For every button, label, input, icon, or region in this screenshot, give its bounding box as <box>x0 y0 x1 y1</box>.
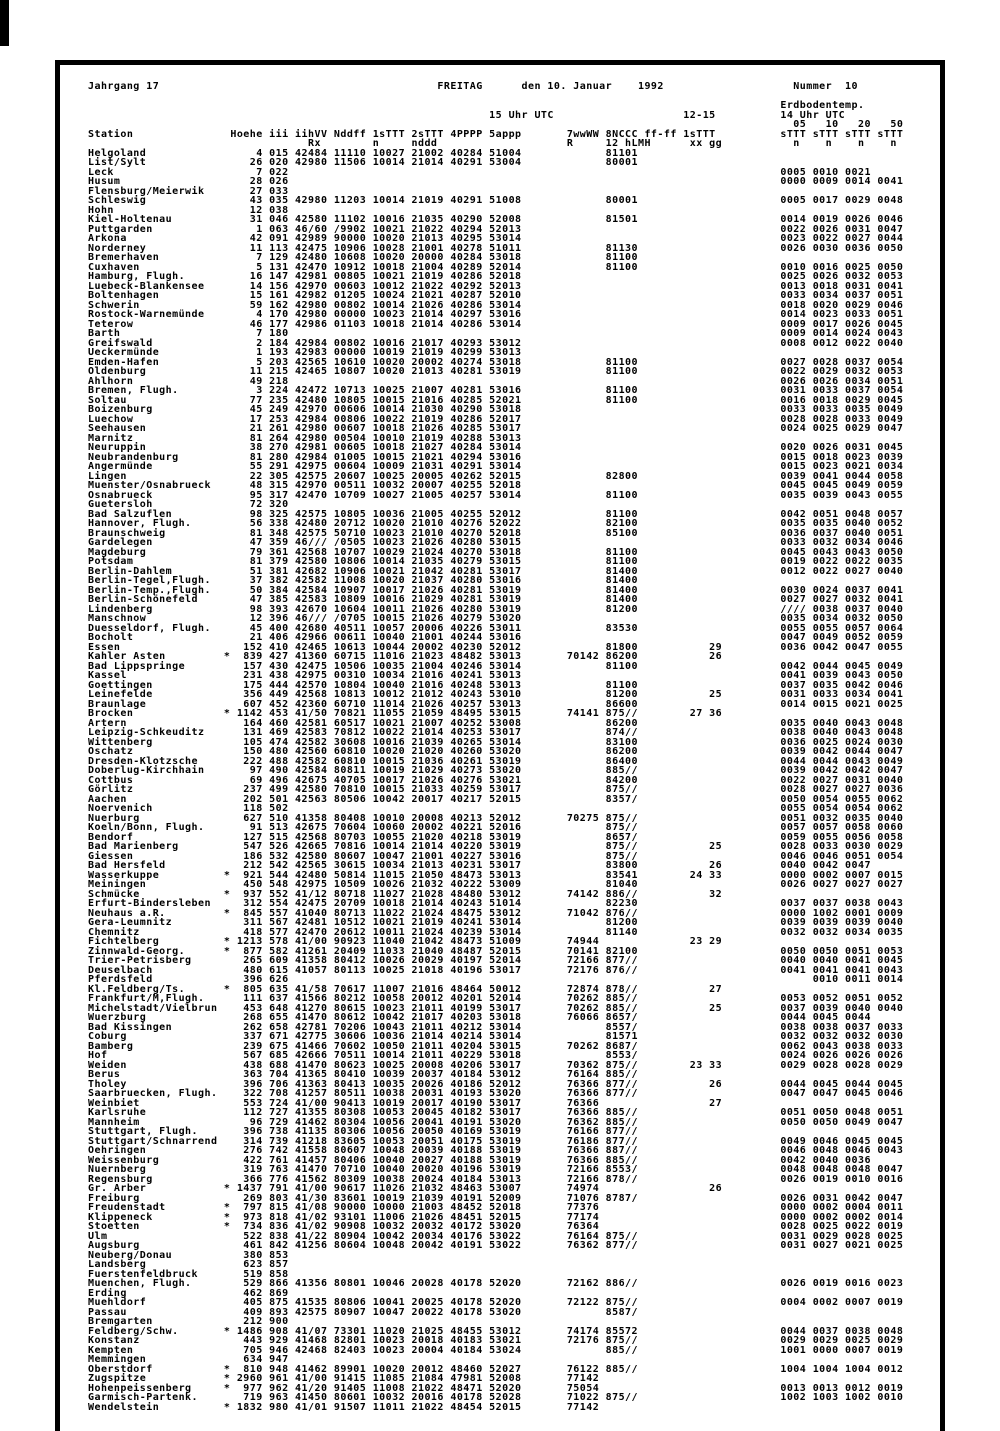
station-row: Potsdam 81 379 42580 10806 10014 21035 40279 53015 81100 0019 0022 0022 0035 <box>88 556 904 567</box>
station-row: Ueckermünde 1 193 42983 00000 10019 21019 40299 53013 <box>88 347 522 358</box>
station-row: Garmisch-Partenk. 719 963 41450 80601 10032 20016 40178 52028 71022 875// 1002 1003 1002 0010 <box>88 1392 904 1403</box>
station-row: Görlitz 237 499 42580 70810 10015 21033 40259 53017 875// 0028 0027 0027 0036 <box>88 784 904 795</box>
station-row: Doberlug-Kirchhain 97 490 42584 80811 10019 21029 40273 53020 885// 0039 0042 0042 0047 <box>88 765 904 776</box>
station-row: Artern 164 460 42581 60517 10021 21007 40252 53008 86200 0035 0040 0043 0048 <box>88 717 904 729</box>
station-row: Brocken * 1142 453 41/50 70821 11055 21059 48495 53015 74141 875// 27 36 <box>88 708 723 719</box>
station-row: Bad Marienberg 547 526 42665 70816 10014 21014 40220 53019 875// 25 0028 0033 0030 0029 <box>88 841 904 852</box>
station-row: Weinbiet 553 724 41/00 90413 10019 20017 40190 53017 76366 27 <box>88 1097 723 1109</box>
station-row: Marnitz 81 264 42980 00504 10010 21019 40288 53013 <box>88 432 522 444</box>
station-row: Bendorf 127 515 42568 80703 10055 21020 40218 53019 8657/ 0059 0055 0056 0058 <box>88 831 904 843</box>
station-row: Konstanz 443 929 41468 82801 10023 20018 40183 53021 72176 875// 0029 0029 0025 0029 <box>88 1335 904 1346</box>
station-row: Leinefelde 356 449 42568 10813 10012 21012 40243 53010 81200 25 0031 0033 0034 0041 <box>88 689 904 700</box>
station-row: Husum 28 026 0000 0009 0014 0041 <box>88 176 904 187</box>
station-row: Giessen 186 532 42580 80607 10047 21001 40227 53016 875// 0046 0046 0051 0054 <box>88 850 904 862</box>
station-row: Lindenberg 98 393 42670 10604 10011 21026 40280 53019 81200 //// 0038 0037 0040 <box>88 603 904 615</box>
report-title-line: Jahrgang 17 FREITAG den 10. Januar 1992 Nummer 10 <box>88 81 858 92</box>
station-row: Bocholt 21 406 42966 00611 10040 21001 40244 53016 0047 0049 0052 0059 <box>88 632 904 643</box>
station-row: Saarbruecken, Flugh. 322 708 41257 80511 10038 20031 40193 53020 76366 877// 0047 0047 0045 0046 <box>88 1088 904 1099</box>
station-row: Weissenburg 422 761 41457 80406 10040 20027 40188 53019 76366 885// 0042 0040 0036 <box>88 1154 871 1166</box>
station-row: Kahler Asten * 839 427 41360 60715 11016 21023 48482 53013 70142 86200 26 <box>88 651 723 662</box>
station-row: Luebeck-Blankensee 14 156 42970 00603 10012 21022 40292 52013 0013 0018 0031 0041 <box>88 280 904 292</box>
station-row: Trier-Petrisberg 265 609 41358 80412 10026 20029 40197 52014 72166 877// 0040 0040 0041 0045 <box>88 955 904 966</box>
station-row: Passau 409 893 42575 80907 10047 20022 40178 53020 8587/ <box>88 1306 638 1318</box>
station-row: Bamberg 239 675 41466 70602 10050 21011 40204 53015 70262 8687/ 0062 0043 0038 0033 <box>88 1040 904 1052</box>
station-row: Neuruppin 38 270 42981 00605 10018 21027 40284 53014 0020 0026 0031 0045 <box>88 442 904 453</box>
station-row: Zinnwald-Georg. * 877 582 41261 20409 11033 21040 48487 52015 70141 82100 0050 0050 0051 0053 <box>88 945 904 957</box>
station-row: Nuerburg 627 510 41358 80408 10010 20008 40213 52012 70275 875// 0051 0032 0035 0040 <box>88 812 904 824</box>
station-row: List/Sylt 26 020 42980 11506 10014 21014 40291 53004 80001 <box>88 157 638 168</box>
station-row: Berlin-Tegel,Flugh. 37 382 42582 11008 10020 21037 40280 53016 81400 <box>88 575 638 586</box>
station-row: Bad Salzuflen 98 325 42575 10805 10036 21005 40255 52012 81100 0042 0051 0048 0057 <box>88 508 904 520</box>
station-row: Fichtelberg * 1213 578 41/00 90923 11040 21042 48473 51009 74944 23 29 <box>88 936 723 947</box>
station-row: Bremerhaven 7 129 42480 10608 10020 20000 40284 53018 81100 <box>88 252 638 263</box>
station-row: Augsburg 461 842 41256 80604 10048 20042 40191 53022 76362 877// 0031 0027 0021 0025 <box>88 1240 904 1251</box>
station-row: Pferdsfeld 396 626 0010 0011 0014 <box>88 974 904 985</box>
station-row: Neuberg/Donau 380 853 <box>88 1249 289 1261</box>
station-row: Hof 567 685 42666 70511 10014 21011 40229 53018 8553/ 0024 0026 0026 0026 <box>88 1050 904 1061</box>
station-row: Emden-Hafen 5 203 42565 10610 10020 20002 40274 53018 81100 0027 0028 0037 0054 <box>88 356 904 368</box>
station-row: Kassel 231 438 42975 00310 10034 21016 40241 53013 0041 0039 0043 0050 <box>88 670 904 681</box>
station-row: Freiburg 269 803 41/30 83601 10019 21039 40191 52009 71076 8787/ 0026 0031 0042 0047 <box>88 1192 904 1204</box>
station-row: Neubrandenburg 81 280 42984 01005 10015 21021 40294 53016 0015 0018 0023 0039 <box>88 451 904 463</box>
station-row: Rostock-Warnemünde 4 170 42980 00000 10023 21014 40297 53016 0014 0023 0033 0051 <box>88 309 904 320</box>
station-row: Hohenpeissenberg * 977 962 41/20 91405 11008 21022 48471 52020 75054 0013 0013 0012 0019 <box>88 1382 904 1394</box>
station-row: Wendelstein * 1832 980 41/01 91507 11011 21022 48454 52015 77142 <box>88 1401 600 1413</box>
station-row: Chemnitz 418 577 42470 20612 10011 21024 40239 53014 81140 0032 0032 0034 0035 <box>88 926 904 938</box>
station-row: Schmücke * 937 552 41/12 80718 11027 21028 48480 53012 74142 886// 32 <box>88 888 723 900</box>
station-row: Frankfurt/M,Flugh. 111 637 41566 80212 10058 20012 40201 52014 70262 885// 0053 0052 0051 0052 <box>88 993 904 1004</box>
station-row: Manschnow 12 396 46/// /0705 10015 21026 40279 53020 0035 0034 0032 0050 <box>88 613 904 624</box>
station-row: Hohn 12 038 <box>88 204 289 216</box>
station-row: Schwerin 59 162 42980 00802 10014 21026 40286 53014 0018 0020 0029 0046 <box>88 299 904 311</box>
station-row: Goettingen 175 444 42570 10804 10040 21016 40248 53013 81100 0037 0035 0042 0046 <box>88 679 904 691</box>
station-row: Wittenberg 105 474 42582 30608 10016 21039 40265 53014 83100 0036 0025 0024 0030 <box>88 736 904 748</box>
station-row: Ulm 522 838 41/22 80904 10042 20034 40176 53022 76164 875// 0031 0029 0028 0025 <box>88 1230 904 1242</box>
station-row: Bad Hersfeld 212 542 42565 30615 10034 21013 40231 53017 83800 26 0040 0042 0047 <box>88 860 871 871</box>
station-row: Boltenhagen 15 161 42982 01205 10024 21021 40287 52010 0033 0034 0037 0051 <box>88 290 904 301</box>
station-row: Ahlhorn 49 218 0026 0026 0034 0051 <box>88 375 904 387</box>
weather-report-table <box>88 82 903 1412</box>
station-row: Deuselbach 480 615 41057 80113 10025 21018 40196 53017 72176 876// 0041 0041 0041 0043 <box>88 964 904 976</box>
station-row: Klippeneck * 973 818 41/02 93101 11006 21026 48451 52015 77174 0000 0002 0002 0014 <box>88 1211 904 1223</box>
station-row: Michelstadt/Vielbrun 453 648 41270 80615 10023 21011 40199 53017 70262 885// 25 0037 0039 0040 0040 <box>88 1002 904 1014</box>
station-row: Arkona 42 091 42989 90000 10020 21013 40295 53014 0023 0022 0027 0044 <box>88 233 904 244</box>
station-row: Stuttgart, Flugh. 396 738 41135 80306 10056 20050 40169 53019 76166 877// <box>88 1126 638 1137</box>
station-row: Angermünde 55 291 42975 00604 10009 21031 40291 53014 0015 0023 0021 0034 <box>88 461 904 472</box>
station-row: Dresden-Klotzsche 222 488 42582 60810 10015 21036 40261 53019 86400 0044 0044 0043 0049 <box>88 755 904 767</box>
station-row: Aachen 202 501 42563 80506 10042 20017 40217 52015 8357/ 0050 0054 0055 0062 <box>88 793 904 805</box>
station-row: Gardelegen 47 359 46/// /0505 10023 21026 40280 53015 0033 0032 0034 0046 <box>88 537 904 548</box>
station-row: Stoetten * 734 836 41/02 90908 10032 20032 40172 53020 76364 0028 0025 0022 0019 <box>88 1221 904 1232</box>
station-row: Karlsruhe 112 727 41355 80308 10053 20045 40182 53017 76366 885// 0051 0050 0048 0051 <box>88 1107 904 1118</box>
station-row: Fuerstenfeldbruck 519 858 <box>88 1268 289 1280</box>
station-row: Erding 462 869 <box>88 1287 289 1299</box>
station-row: Hannover, Flugh. 56 338 42480 20712 10020 21010 40276 52022 82100 0035 0035 0040 0052 <box>88 518 904 529</box>
station-row: Osnabrueck 95 317 42470 10709 10027 21005 40257 53014 81100 0035 0039 0043 0055 <box>88 489 904 501</box>
station-row: Cuxhaven 5 131 42470 10912 10018 21004 40289 52014 81100 0010 0016 0025 0050 <box>88 261 904 273</box>
station-row: Bad Lippspringe 157 430 42475 10506 10035 21004 40246 53014 81100 0042 0044 0045 0049 <box>88 660 904 672</box>
station-row: Helgoland 4 015 42484 11110 10027 21002 40284 51004 81101 <box>88 147 638 159</box>
station-row: Muenchen, Flugh. 529 866 41356 80801 10046 20028 40178 52020 72162 886// 0026 0019 0016 0023 <box>88 1278 904 1289</box>
station-row: Koeln/Bonn, Flugh. 91 513 42675 70604 10060 20002 40221 52016 875// 0057 0057 0058 0060 <box>88 822 904 833</box>
station-row: Neuhaus a.R. * 845 557 41040 80713 11022 21024 48475 53012 71042 876// 0000 1002 0001 0009 <box>88 907 904 919</box>
station-row: Kempten 705 946 42468 82403 10023 20004 40184 53024 885// 1001 0000 0007 0019 <box>88 1344 904 1356</box>
station-row: Soltau 77 235 42480 10805 10015 21016 40285 52021 81100 0016 0018 0029 0045 <box>88 394 904 406</box>
station-row: Seehausen 21 261 42980 00607 10018 21026 40285 53017 0024 0025 0029 0047 <box>88 423 904 434</box>
station-row: Kl.Feldberg/Ts. * 805 635 41/58 70617 11007 21016 48464 50012 72874 878// 27 <box>88 983 723 995</box>
station-row: Regensburg 366 776 41562 80309 10038 20024 40184 53013 72166 878// 0026 0019 0010 0016 <box>88 1173 904 1185</box>
station-row: Guetersloh 72 320 <box>88 499 289 510</box>
station-row: Nuernberg 319 763 41470 70710 10040 20020 40196 53019 72166 8553/ 0048 0048 0048 0047 <box>88 1164 904 1175</box>
station-row: Boizenburg 45 249 42970 00606 10014 21030 40290 53018 0033 0033 0035 0049 <box>88 404 904 415</box>
station-row: Berus 363 704 41365 80410 10039 20037 40184 53012 76164 885// <box>88 1069 638 1080</box>
station-row: Bremgarten 212 900 <box>88 1316 289 1327</box>
station-row: Stuttgart/Schnarrend 314 739 41218 83605 10053 20051 40175 53019 76186 877// 0049 0046 0045 0045 <box>88 1135 904 1147</box>
station-row: Barth 7 180 0009 0014 0024 0043 <box>88 328 904 339</box>
station-row: Gera-Leumnitz 311 567 42481 10512 10021 21019 40241 53014 81200 0039 0039 0039 0040 <box>88 917 904 928</box>
station-row: Leipzig-Schkeuditz 131 469 42583 70812 10022 21014 40253 53017 874// 0038 0040 0043 0048 <box>88 727 904 738</box>
station-row: Magdeburg 79 361 42568 10707 10029 21024 40270 53018 81100 0045 0043 0043 0050 <box>88 546 904 558</box>
station-row: Essen 152 410 42465 10613 10044 20002 40230 52012 81800 29 0036 0042 0047 0055 <box>88 641 904 653</box>
table-header-line: Erdbodentemp. <box>88 100 865 111</box>
table-header-line: Station Hoehe iii iihVV Nddff 1sTTT 2sTTT 4PPPP 5appp 7wwWW 8NCCC ff-ff 1sTTT sTTT sTTT sTTT sTTT <box>88 128 904 140</box>
table-header-line: 05 10 20 50 <box>88 119 904 130</box>
station-row: Oberstdorf * 810 948 41462 89901 10020 20012 48460 52027 76122 885// 1004 1004 1004 0012 <box>88 1363 904 1375</box>
station-row: Oehringen 276 742 41558 80607 10048 20039 40188 53019 76366 887// 0046 0048 0046 0043 <box>88 1145 904 1156</box>
station-row: Flensburg/Meierwik 27 033 <box>88 185 289 197</box>
station-row: Erfurt-Bindersleben 312 554 42475 20709 10018 21014 40243 51014 82230 0037 0037 0038 0043 <box>88 898 904 909</box>
table-header-line: Rx n nddd R 12 hLMH xx gg n n n n <box>88 138 897 149</box>
station-row: Greifswald 2 184 42984 00802 10016 21017 40293 53012 0008 0012 0022 0040 <box>88 337 904 349</box>
station-row: Feldberg/Schw. * 1486 908 41/07 73301 11020 21025 48455 53012 74174 85572 0044 0037 0038 0048 <box>88 1325 904 1337</box>
station-row: Duesseldorf, Flugh. 45 400 42680 40511 10057 20006 40226 53011 83530 0055 0055 0057 0064 <box>88 622 904 634</box>
station-row: Mannheim 96 729 41462 80304 10056 20041 40191 53020 76362 885// 0050 0050 0049 0047 <box>88 1116 904 1128</box>
station-row: Meiningen 450 548 42975 10509 10026 21032 40222 53009 81040 0026 0027 0027 0027 <box>88 879 904 890</box>
station-row: Bremen, Flugh. 3 224 42472 10713 10025 21007 40281 53016 81100 0031 0033 0037 0054 <box>88 385 904 396</box>
station-row: Bad Kissingen 262 658 42781 70206 10043 21011 40212 53014 8557/ 0038 0038 0037 0033 <box>88 1021 904 1033</box>
station-row: Leck 7 022 0005 0010 0021 <box>88 166 871 178</box>
scan-corner-mark <box>0 0 9 46</box>
station-row: Oldenburg 11 215 42465 10807 10020 21013 40281 53019 81100 0022 0029 0032 0053 <box>88 366 904 377</box>
station-row: Berlin-Temp.,Flugh. 50 384 42584 10907 10017 21026 40281 53019 81400 0030 0024 0037 0041 <box>88 584 904 596</box>
station-row: Norderney 11 113 42475 10906 10028 21001 40278 51011 81130 0026 0030 0036 0050 <box>88 242 904 254</box>
station-row: Lingen 22 305 42575 20607 10025 20005 40262 52015 82800 0039 0041 0044 0058 <box>88 470 904 482</box>
table-header-line: 15 Uhr UTC 12-15 14 Uhr UTC <box>88 109 846 121</box>
station-row: Oschatz 150 480 42560 60810 10020 21020 40260 53020 86200 0039 0042 0044 0047 <box>88 746 904 757</box>
station-row: Memmingen 634 947 <box>88 1354 289 1365</box>
station-row: Schleswig 43 035 42980 11203 10014 21019 40291 51008 80001 0005 0017 0029 0048 <box>88 195 904 206</box>
station-row: Braunschweig 81 348 42575 50710 10023 21010 40270 52018 85100 0036 0037 0040 0051 <box>88 527 904 539</box>
station-row: Muenster/Osnabrueck 48 315 42970 00511 10032 20007 40255 52018 0045 0045 0049 0059 <box>88 480 904 491</box>
station-row: Weiden 438 688 41470 80623 10025 20008 40206 53017 70362 875// 23 33 0029 0028 0028 0029 <box>88 1059 904 1071</box>
station-row: Muehldorf 405 875 41535 80806 10041 20025 40178 52020 72122 875// 0004 0002 0007 0019 <box>88 1297 904 1308</box>
station-row: Cottbus 69 496 42675 40705 10017 21026 40276 53021 84200 0022 0027 0031 0040 <box>88 774 904 786</box>
station-row: Noervenich 118 502 0055 0054 0054 0062 <box>88 803 904 814</box>
station-row: Gr. Arber * 1437 791 41/00 90617 11026 21032 48463 53007 74974 26 <box>88 1183 723 1194</box>
station-row: Coburg 337 671 42775 30606 10036 21014 40214 53014 81571 0032 0032 0032 0030 <box>88 1031 904 1042</box>
station-row: Wasserkuppe * 921 544 42480 50814 11015 21050 48473 53013 83541 24 33 0000 0002 0007 0015 <box>88 869 904 881</box>
station-row: Kiel-Holtenau 31 046 42580 11102 10016 21035 40290 52008 81501 0014 0019 0026 0046 <box>88 214 904 225</box>
station-row: Freudenstadt * 797 815 41/08 90000 10000 21003 48452 52018 77376 0000 0002 0004 0011 <box>88 1202 904 1213</box>
station-row: Puttgarden 1 063 46/60 /9902 10021 21022 40294 52013 0022 0026 0031 0047 <box>88 223 904 235</box>
station-row: Zugspitze * 2960 961 41/00 91415 11085 21084 47981 52008 77142 <box>88 1373 600 1384</box>
station-row: Wuerzburg 268 655 41470 80612 10042 21017 40203 53018 76066 8657/ 0044 0045 0044 <box>88 1012 871 1023</box>
station-row: Tholey 396 706 41363 80413 10035 20026 40186 52012 76366 877// 26 0044 0045 0044 0045 <box>88 1078 904 1090</box>
station-row: Berlin-Schönefeld 47 385 42583 10809 10016 21029 40281 53019 81400 0027 0027 0032 0041 <box>88 594 904 605</box>
station-row: Landsberg 623 857 <box>88 1259 289 1270</box>
station-row: Berlin-Dahlem 51 381 42682 10906 10021 21042 40281 53017 81400 0012 0022 0027 0040 <box>88 565 904 577</box>
station-row: Hamburg, Flugh. 16 147 42981 00805 10021 21019 40286 52018 0025 0026 0032 0053 <box>88 271 904 282</box>
station-row: Luechow 17 253 42984 00806 10022 21019 40286 52017 0028 0028 0033 0049 <box>88 413 904 425</box>
station-row: Braunlage 607 452 42360 60710 11014 21026 40257 53013 86600 0014 0015 0021 0025 <box>88 698 904 710</box>
station-row: Teterow 46 177 42986 01103 10018 21014 40286 53014 0009 0017 0026 0045 <box>88 318 904 330</box>
